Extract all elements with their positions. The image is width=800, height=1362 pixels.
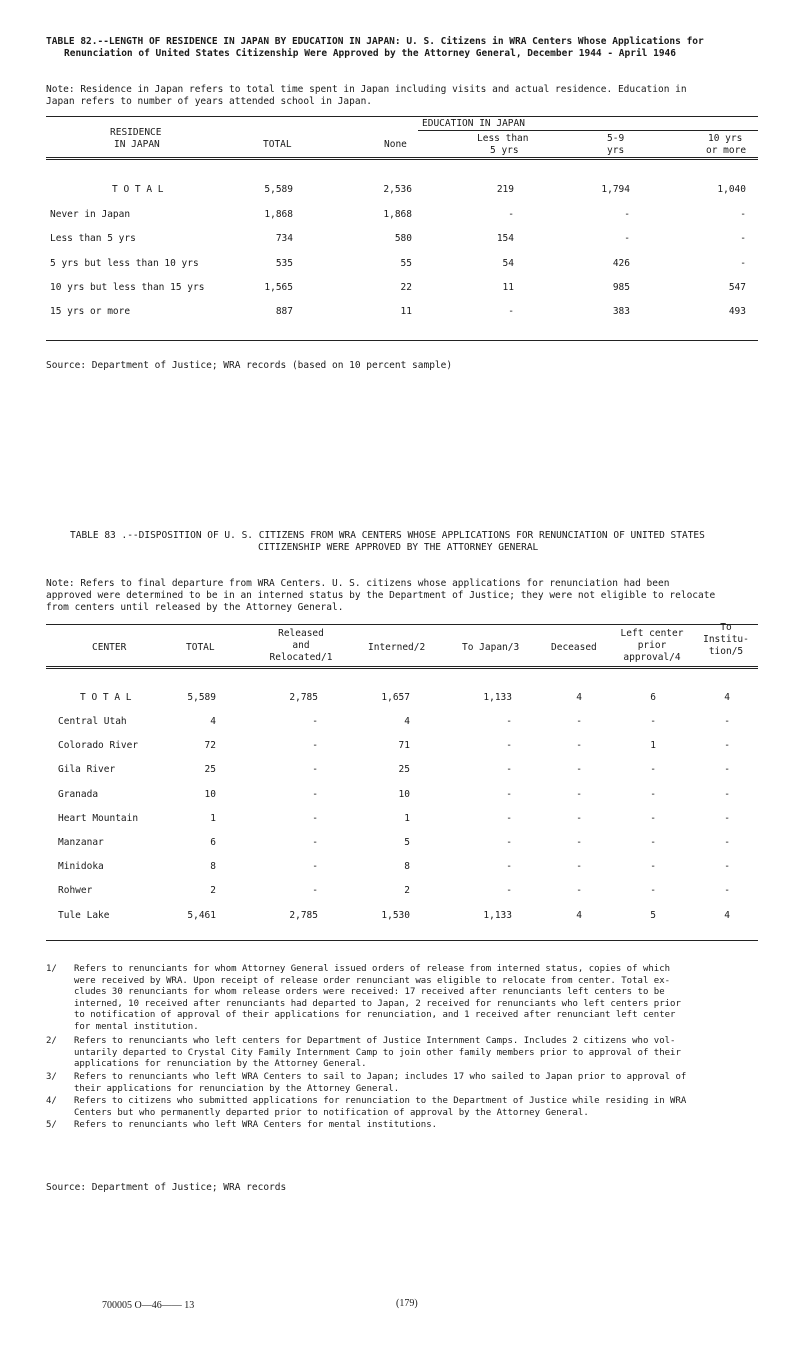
table82-cell-c10: 547 bbox=[728, 282, 746, 293]
table83-cell-interned: 4 bbox=[404, 716, 410, 727]
table83-cell-released: - bbox=[312, 813, 318, 824]
table82-header-10-b: or more bbox=[706, 145, 747, 156]
table83-cell-japan: 1,133 bbox=[483, 910, 512, 921]
table83-cell-deceased: - bbox=[576, 789, 582, 800]
table83-cell-released: - bbox=[312, 764, 318, 775]
table83-header-to-japan: To Japan/3 bbox=[462, 642, 520, 653]
footnote-line: interned, 10 received after renunciants had departed to Japan, 2 received for renunciants who left centers prior bbox=[74, 998, 681, 1009]
table83-cell-total: 8 bbox=[210, 861, 216, 872]
table83-cell-japan: - bbox=[506, 789, 512, 800]
table83-cell-interned: 25 bbox=[398, 764, 410, 775]
table83-header-inst-c: tion/5 bbox=[708, 646, 744, 657]
table83-row-label: Central Utah bbox=[58, 716, 127, 727]
table83-cell-japan: - bbox=[506, 837, 512, 848]
footnote-line: cludes 30 renunciants for whom release orders were received: 17 received after renunciants left centers to be bbox=[74, 987, 665, 997]
footnote-line: Refers to renunciants for whom Attorney General issued orders of release from interned status, copies of which bbox=[74, 964, 671, 974]
table82-cell-total: 1,868 bbox=[264, 209, 293, 220]
table82-cell-c10: 1,040 bbox=[717, 184, 746, 195]
table82-cell-c10: - bbox=[740, 233, 746, 244]
table83-cell-deceased: - bbox=[576, 813, 582, 824]
table83-cell-deceased: - bbox=[576, 740, 582, 751]
footnote-mark: 2/ bbox=[46, 1036, 57, 1046]
table82-cell-c10: 493 bbox=[728, 306, 746, 317]
table83-cell-left: 1 bbox=[650, 740, 656, 751]
table82-cell-total: 887 bbox=[275, 306, 293, 317]
table82-education-rule bbox=[418, 130, 758, 131]
footnote-mark: 3/ bbox=[46, 1072, 57, 1082]
table83-source: Source: Department of Justice; WRA records bbox=[46, 1182, 287, 1193]
table83-cell-released: 2,785 bbox=[289, 692, 318, 703]
table82-cell-less5: - bbox=[508, 306, 514, 317]
table83-cell-interned: 2 bbox=[404, 885, 410, 896]
table83-header-released-a: Released bbox=[278, 628, 324, 639]
table82-cell-none: 11 bbox=[400, 306, 412, 317]
table83-cell-japan: - bbox=[506, 764, 512, 775]
table83-cell-released: - bbox=[312, 837, 318, 848]
table83-cell-japan: 1,133 bbox=[483, 692, 512, 703]
footnote-line: to notification of approval of their applications for renunciation, and 1 received after renunciant left center bbox=[74, 1010, 676, 1020]
table82-cell-total: 5,589 bbox=[264, 184, 293, 195]
table82-row-label: 15 yrs or more bbox=[50, 306, 131, 317]
table83-cell-released: - bbox=[312, 716, 318, 727]
table83-bottom-rule bbox=[46, 940, 758, 941]
table83-cell-inst: - bbox=[724, 764, 730, 775]
table82-bottom-rule bbox=[46, 340, 758, 341]
table82-cell-less5: 11 bbox=[502, 282, 514, 293]
table83-cell-inst: - bbox=[724, 813, 730, 824]
footnote-line: Refers to citizens who submitted applications for renunciation to the Department of Justice while residing in WRA bbox=[74, 1096, 687, 1106]
table83-cell-interned: 71 bbox=[398, 740, 410, 751]
table83-row-label: T O T A L bbox=[80, 692, 132, 703]
table83-header-released-c: Relocated/1 bbox=[269, 652, 333, 663]
table83-cell-inst: - bbox=[724, 861, 730, 872]
table83-header-deceased: Deceased bbox=[551, 642, 597, 653]
table83-cell-japan: - bbox=[506, 716, 512, 727]
footnote-line: their applications for renunciation by the Attorney General. bbox=[74, 1083, 400, 1094]
table83-cell-left: - bbox=[650, 837, 656, 848]
table83-cell-left: 6 bbox=[650, 692, 656, 703]
footnote-line: for mental institution. bbox=[74, 1021, 199, 1032]
table83-title-line2: CITIZENSHIP WERE APPROVED BY THE ATTORNEY GENERAL bbox=[258, 542, 539, 553]
table83-cell-total: 2 bbox=[210, 885, 216, 896]
table82-row-label: Less than 5 yrs bbox=[50, 233, 136, 244]
table83-cell-inst: 4 bbox=[724, 692, 730, 703]
table83-cell-released: - bbox=[312, 789, 318, 800]
table83-cell-interned: 8 bbox=[404, 861, 410, 872]
table82-header-in-japan: IN JAPAN bbox=[114, 139, 160, 150]
table82-header-total: TOTAL bbox=[263, 139, 292, 150]
table82-header-education: EDUCATION IN JAPAN bbox=[422, 118, 525, 129]
table82-row-label: 5 yrs but less than 10 yrs bbox=[50, 258, 199, 269]
footnote-mark: 4/ bbox=[46, 1096, 57, 1106]
table82-cell-c10: - bbox=[740, 209, 746, 220]
table83-header-released-b: and bbox=[292, 640, 310, 651]
table82-header-less5-b: 5 yrs bbox=[490, 145, 519, 156]
table83-header-left-a: Left center bbox=[620, 628, 684, 639]
table83-row-label: Colorado River bbox=[58, 740, 139, 751]
footnote-line: were received by WRA. Upon receipt of release order renunciant was eligible to relocate from center. Total ex- bbox=[74, 975, 671, 986]
table83-cell-total: 10 bbox=[204, 789, 216, 800]
table83-cell-deceased: - bbox=[576, 861, 582, 872]
table83-header-rule bbox=[46, 666, 758, 669]
table83-cell-left: 5 bbox=[650, 910, 656, 921]
table82-cell-c59: 383 bbox=[612, 306, 630, 317]
table83-cell-total: 72 bbox=[204, 740, 216, 751]
table83-header-inst-b: Institu- bbox=[703, 634, 749, 645]
table83-note-line3: from centers until released by the Attorney General. bbox=[46, 602, 344, 613]
table82-cell-less5: - bbox=[508, 209, 514, 220]
table83-cell-left: - bbox=[650, 764, 656, 775]
table82-source: Source: Department of Justice; WRA records (based on 10 percent sample) bbox=[46, 360, 453, 371]
table83-note-line1: Note: Refers to final departure from WRA Centers. U. S. citizens whose applications for renunciation had been bbox=[46, 578, 670, 589]
table83-cell-total: 5,461 bbox=[187, 910, 216, 921]
table82-row-label: 10 yrs but less than 15 yrs bbox=[50, 282, 205, 293]
table82-cell-less5: 154 bbox=[496, 233, 514, 244]
table83-cell-released: - bbox=[312, 740, 318, 751]
table82-cell-none: 2,536 bbox=[383, 184, 412, 195]
table82-cell-total: 1,565 bbox=[264, 282, 293, 293]
table83-cell-interned: 10 bbox=[398, 789, 410, 800]
table83-cell-released: 2,785 bbox=[289, 910, 318, 921]
table82-cell-total: 734 bbox=[275, 233, 293, 244]
table83-cell-interned: 1,657 bbox=[381, 692, 410, 703]
table83-cell-interned: 1,530 bbox=[381, 910, 410, 921]
footnote-mark: 1/ bbox=[46, 964, 57, 974]
table83-note-line2: approved were determined to be in an interned status by the Department of Justice; they were not eligible to relocate bbox=[46, 590, 716, 601]
table82-cell-c59: 1,794 bbox=[601, 184, 630, 195]
footnote-line: Refers to renunciants who left WRA Centers for mental institutions. bbox=[74, 1120, 438, 1130]
footnote-line: Centers but who permanently departed prior to notification of approval by the Attorney General. bbox=[74, 1107, 589, 1118]
table82-cell-less5: 219 bbox=[496, 184, 514, 195]
table83-cell-left: - bbox=[650, 861, 656, 872]
table83-cell-japan: - bbox=[506, 861, 512, 872]
table82-cell-c59: - bbox=[624, 209, 630, 220]
table83-header-center: CENTER bbox=[92, 642, 127, 653]
table82-title-line2: Renunciation of United States Citizenship Were Approved by the Attorney General, December 1944 - April 1946 bbox=[64, 48, 676, 59]
table83-cell-released: - bbox=[312, 861, 318, 872]
table82-row-label: T O T A L bbox=[112, 184, 164, 195]
page-number: (179) bbox=[396, 1298, 418, 1309]
table82-header-59-a: 5-9 bbox=[607, 133, 625, 144]
table82-cell-c59: 426 bbox=[612, 258, 630, 269]
table82-header-none: None bbox=[384, 139, 407, 150]
table82-cell-c59: 985 bbox=[612, 282, 630, 293]
footnote-mark: 5/ bbox=[46, 1120, 57, 1130]
print-code: 700005 O—46—— 13 bbox=[102, 1300, 195, 1311]
table82-cell-less5: 54 bbox=[502, 258, 514, 269]
table82-cell-none: 1,868 bbox=[383, 209, 412, 220]
table83-row-label: Gila River bbox=[58, 764, 116, 775]
table82-title-line1: TABLE 82.--LENGTH OF RESIDENCE IN JAPAN BY EDUCATION IN JAPAN: U. S. Citizens in WRA Centers Whose Applications for bbox=[46, 36, 704, 47]
table82-header-less5-a: Less than bbox=[477, 133, 529, 144]
footnote-line: Refers to renunciants who left centers for Department of Justice Internment Camps. Includes 2 citizens who vol- bbox=[74, 1036, 676, 1046]
table83-cell-deceased: - bbox=[576, 764, 582, 775]
table83-header-left-c: approval/4 bbox=[623, 652, 681, 663]
table83-cell-inst: - bbox=[724, 837, 730, 848]
table82-header-59-b: yrs bbox=[607, 145, 625, 156]
table83-cell-deceased: - bbox=[576, 716, 582, 727]
table83-cell-japan: - bbox=[506, 740, 512, 751]
table83-cell-inst: - bbox=[724, 716, 730, 727]
table83-cell-inst: - bbox=[724, 740, 730, 751]
table83-cell-interned: 5 bbox=[404, 837, 410, 848]
table82-cell-c10: - bbox=[740, 258, 746, 269]
table82-cell-c59: - bbox=[624, 233, 630, 244]
table82-row-label: Never in Japan bbox=[50, 209, 131, 220]
table82-cell-none: 55 bbox=[400, 258, 412, 269]
table83-header-left-b: prior bbox=[637, 640, 667, 651]
table83-row-label: Minidoka bbox=[58, 861, 104, 872]
table83-row-label: Manzanar bbox=[58, 837, 104, 848]
table83-cell-inst: 4 bbox=[724, 910, 730, 921]
table83-cell-left: - bbox=[650, 789, 656, 800]
table83-cell-japan: - bbox=[506, 813, 512, 824]
table83-cell-deceased: 4 bbox=[576, 910, 582, 921]
table82-header-residence: RESIDENCE bbox=[110, 127, 162, 138]
table83-cell-left: - bbox=[650, 813, 656, 824]
table83-cell-total: 1 bbox=[210, 813, 216, 824]
table82-cell-none: 22 bbox=[400, 282, 412, 293]
footnote-line: untarily departed to Crystal City Family Internment Camp to join other family members prior to approval of their bbox=[74, 1047, 681, 1058]
table83-cell-interned: 1 bbox=[404, 813, 410, 824]
table82-header-rule bbox=[46, 157, 758, 160]
table83-cell-total: 4 bbox=[210, 716, 216, 727]
table83-row-label: Rohwer bbox=[58, 885, 93, 896]
table83-cell-deceased: 4 bbox=[576, 692, 582, 703]
table83-row-label: Heart Mountain bbox=[58, 813, 139, 824]
table83-header-inst-a: To bbox=[720, 622, 732, 633]
table83-top-rule bbox=[46, 624, 758, 625]
table83-cell-deceased: - bbox=[576, 837, 582, 848]
table83-title-line1: TABLE 83 .--DISPOSITION OF U. S. CITIZENS FROM WRA CENTERS WHOSE APPLICATIONS FOR RENUNCIATION OF UNITED STATES bbox=[70, 530, 705, 541]
table82-note-line2: Japan refers to number of years attended school in Japan. bbox=[46, 96, 373, 107]
table83-cell-total: 5,589 bbox=[187, 692, 216, 703]
table82-note-line1: Note: Residence in Japan refers to total time spent in Japan including visits and actual residence. Education in bbox=[46, 84, 687, 95]
table82-cell-total: 535 bbox=[275, 258, 293, 269]
table82-cell-none: 580 bbox=[394, 233, 412, 244]
table83-cell-japan: - bbox=[506, 885, 512, 896]
table83-cell-deceased: - bbox=[576, 885, 582, 896]
table83-cell-total: 25 bbox=[204, 764, 216, 775]
table82-header-10-a: 10 yrs bbox=[708, 133, 743, 144]
table82-top-rule bbox=[46, 116, 758, 117]
table83-cell-inst: - bbox=[724, 885, 730, 896]
table83-cell-left: - bbox=[650, 885, 656, 896]
table83-cell-total: 6 bbox=[210, 837, 216, 848]
table83-cell-released: - bbox=[312, 885, 318, 896]
table83-cell-inst: - bbox=[724, 789, 730, 800]
table83-header-total: TOTAL bbox=[186, 642, 215, 653]
footnote-line: Refers to renunciants who left WRA Centers to sail to Japan; includes 17 who sailed to Japan prior to approval of bbox=[74, 1072, 687, 1082]
table83-row-label: Granada bbox=[58, 789, 99, 800]
table83-row-label: Tule Lake bbox=[58, 910, 110, 921]
footnote-line: applications for renunciation by the Attorney General. bbox=[74, 1059, 367, 1069]
table83-cell-left: - bbox=[650, 716, 656, 727]
table83-header-interned: Interned/2 bbox=[368, 642, 426, 653]
